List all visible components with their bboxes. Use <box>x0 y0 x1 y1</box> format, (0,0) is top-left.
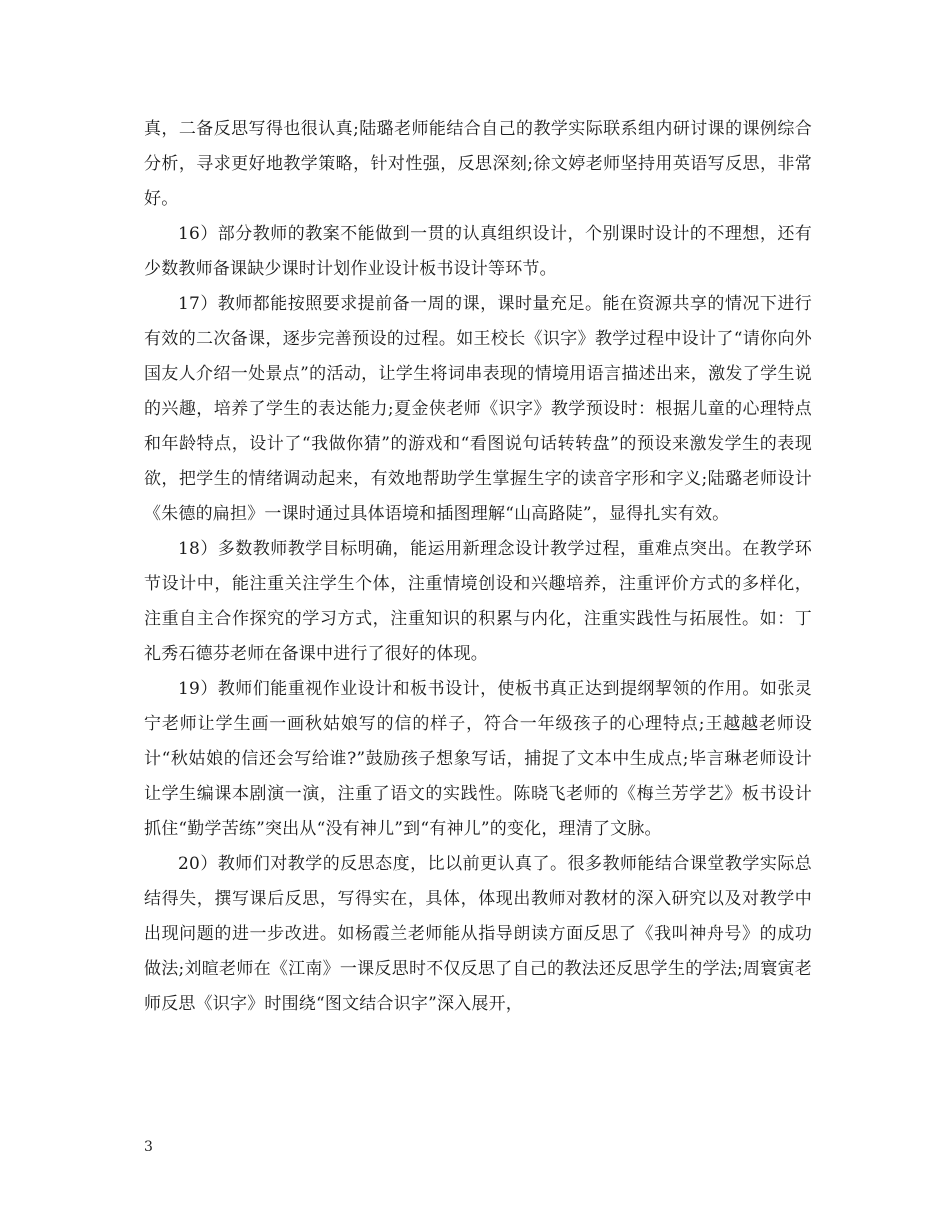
document-body <box>144 112 812 1022</box>
paragraph-4: 18）多数教师教学目标明确，能运用新理念设计教学过程，重难点突出。在教学环节设计中，能注重关注学生个体，注重情境创设和兴趣培养，注重评价方式的多样化，注重自主合作探究的学习方式，注重知识的积累与内化，注重实践性与拓展性。如：丁礼秀石德芬老师在备课中进行了很好的体现。 <box>144 539 812 664</box>
paragraph-6: 20）教师们对教学的反思态度，比以前更认真了。很多教师能结合课堂教学实际总结得失，撰写课后反思，写得实在，具体，体现出教师对教材的深入研究以及对教学中出现问题的进一步改进。如杨霞兰老师能从指导朗读方面反思了《我叫神舟号》的成功做法;刘暄老师在《江南》一课反思时不仅反思了自己的教法还反思学生的学法;周寰寅老师反思《识字》时围绕“图文结合识字”深入展开， <box>144 854 812 1014</box>
paragraph-5: 19）教师们能重视作业设计和板书设计，使板书真正达到提纲挈领的作用。如张灵宁老师让学生画一画秋姑娘写的信的样子，符合一年级孩子的心理特点;王越越老师设计“秋姑娘的信还会写给谁?”鼓励孩子想象写话，捕捉了文本中生成点;毕言琳老师设计让学生编课本剧演一演，注重了语文的实践性。陈晓飞老师的《梅兰芳学艺》板书设计抓住“勤学苦练”突出从“没有神儿”到“有神儿”的变化，理清了文脉。 <box>144 679 812 839</box>
paragraph-2: 16）部分教师的教案不能做到一贯的认真组织设计，个别课时设计的不理想，还有少数教师备课缺少课时计划作业设计板书设计等环节。 <box>144 224 812 279</box>
paragraph-1: 真，二备反思写得也很认真;陆璐老师能结合自己的教学实际联系组内研讨课的课例综合分析，寻求更好地教学策略，针对性强，反思深刻;徐文婷老师坚持用英语写反思，非常好。 <box>144 119 812 209</box>
page-number: 3 <box>144 1139 153 1155</box>
paragraph-3: 17）教师都能按照要求提前备一周的课，课时量充足。能在资源共享的情况下进行有效的二次备课，逐步完善预设的过程。如王校长《识字》教学过程中设计了“请你向外国友人介绍一处景点”的活动，让学生将词串表现的情境用语言描述出来，激发了学生说的兴趣，培养了学生的表达能力;夏金侠老师《识字》教学预设时：根据儿童的心理特点和年龄特点，设计了“我做你猜”的游戏和“看图说句话转转盘”的预设来激发学生的表现欲，把学生的情绪调动起来，有效地帮助学生掌握生字的读音字形和字义;陆璐老师设计《朱德的扁担》一课时通过具体语境和插图理解“山高路陡”，显得扎实有效。 <box>144 294 812 524</box>
